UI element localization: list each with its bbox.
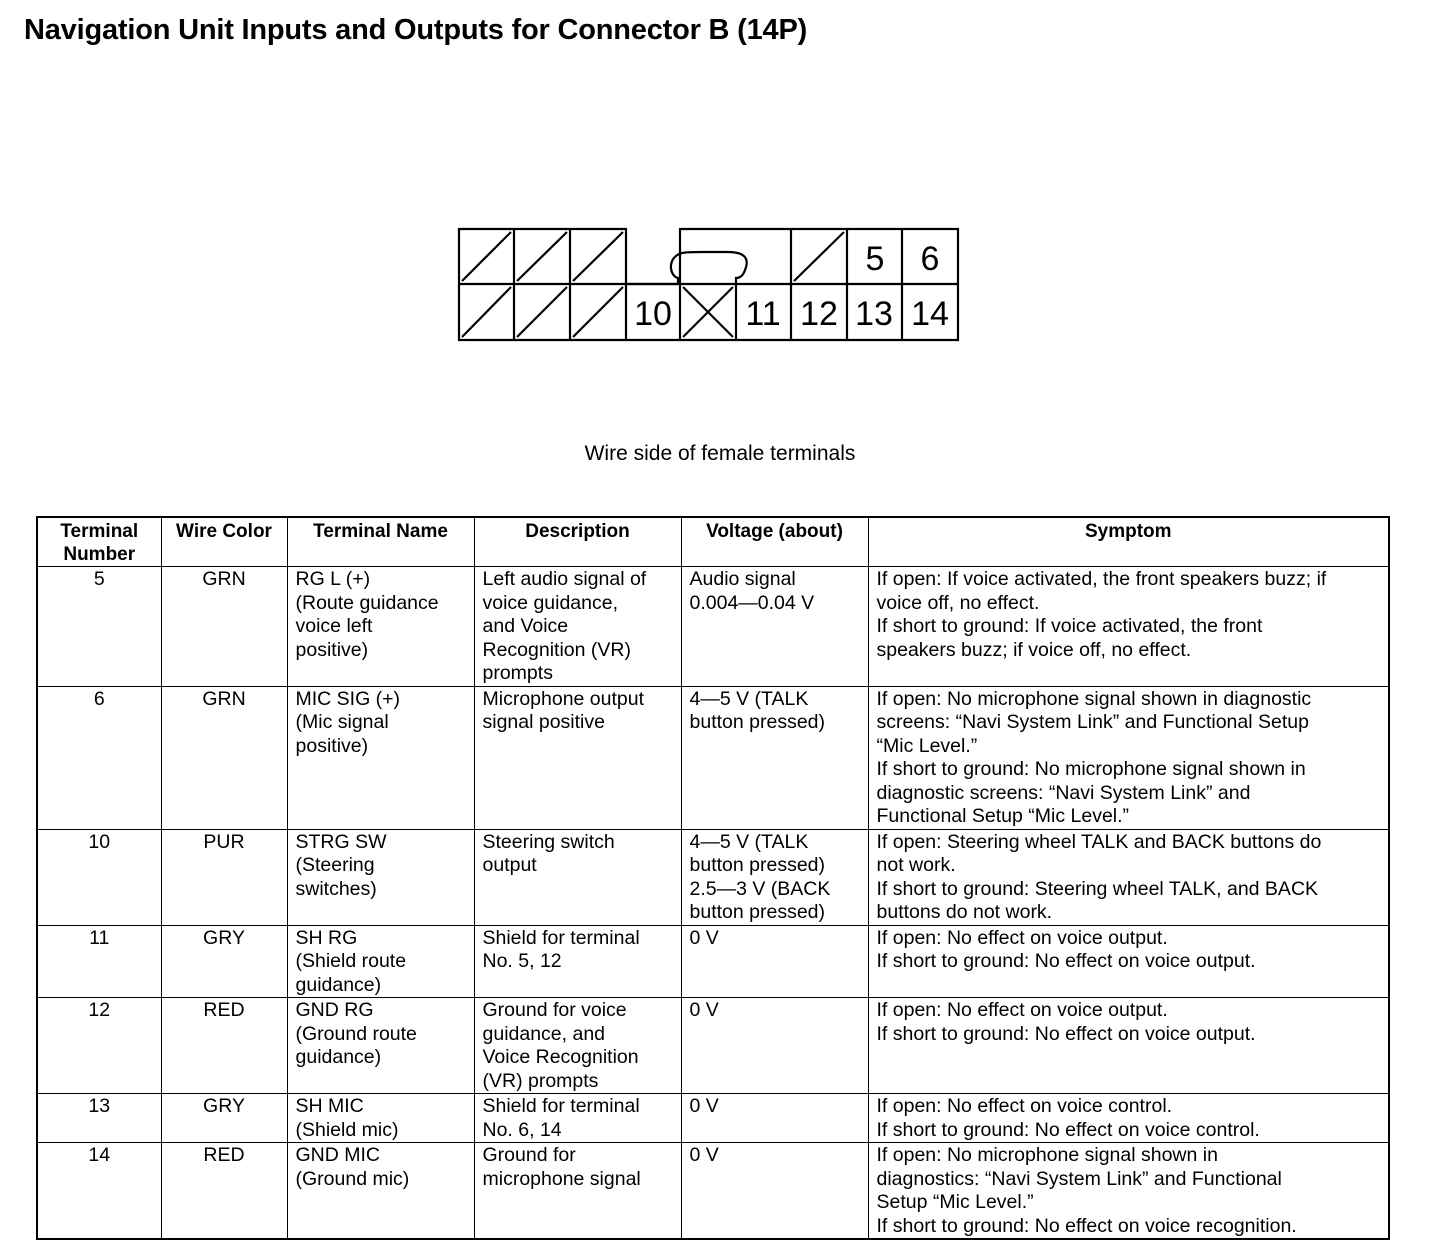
table-row — [37, 1094, 1389, 1143]
symptom-line: If open: No effect on voice output. — [876, 999, 1168, 1021]
terminal-number-cell: 13 — [37, 1094, 161, 1143]
symptom-cell — [868, 925, 1389, 998]
voltage-cell — [681, 998, 868, 1094]
voltage-line: 4—5 V (TALK — [689, 830, 809, 853]
description-line: (VR) prompts — [482, 1069, 599, 1092]
terminal-name-cell — [287, 686, 474, 829]
symptom-line: buttons do not work. — [876, 901, 1053, 923]
terminal-name-cell — [287, 925, 474, 998]
description-line: output — [482, 854, 537, 876]
description-line: microphone signal — [482, 1167, 641, 1190]
header-description: Description — [474, 517, 681, 567]
symptom-line: screens: “Navi System Link” and Functional Setup — [876, 711, 1309, 733]
symptom-line: “Mic Level.” — [876, 734, 978, 757]
table-row — [37, 686, 1389, 829]
description-cell — [474, 567, 681, 687]
pin-label: 10 — [634, 295, 672, 333]
voltage-line: button pressed) — [689, 901, 826, 923]
header-wire-color: Wire Color — [161, 517, 287, 567]
terminal-name-line: voice left — [295, 615, 373, 637]
symptom-line: If short to ground: No microphone signal shown in — [876, 758, 1306, 780]
voltage-line: 4—5 V (TALK — [689, 687, 809, 710]
symptom-cell — [868, 567, 1389, 687]
voltage-line: 0 V — [689, 1144, 719, 1166]
header-terminal-number: Terminal Number — [37, 517, 161, 567]
description-line: prompts — [482, 662, 553, 684]
terminal-number-cell: 6 — [37, 686, 161, 829]
voltage-line: Audio signal — [689, 568, 796, 590]
terminal-number-cell: 12 — [37, 998, 161, 1094]
connector-latch — [671, 252, 747, 284]
description-cell — [474, 998, 681, 1094]
pin-label: 12 — [800, 295, 838, 333]
wire-color-cell: GRN — [161, 686, 287, 829]
symptom-line: If open: No microphone signal shown in diagnostic — [876, 687, 1312, 710]
description-line: Ground for — [482, 1144, 576, 1166]
voltage-cell — [681, 925, 868, 998]
terminal-name-cell — [287, 829, 474, 925]
wire-color-cell: RED — [161, 998, 287, 1094]
terminal-number-cell: 10 — [37, 829, 161, 925]
terminal-name-line: positive) — [295, 638, 369, 661]
description-line: No. 6, 14 — [482, 1118, 562, 1141]
wire-color-cell: PUR — [161, 829, 287, 925]
description-line: Voice Recognition — [482, 1046, 639, 1068]
symptom-cell — [868, 1143, 1389, 1240]
description-line: Left audio signal of — [482, 568, 647, 590]
pin-label: 13 — [855, 295, 893, 333]
table-row — [37, 829, 1389, 925]
description-line: Steering switch — [482, 830, 615, 853]
header-voltage: Voltage (about) — [681, 517, 868, 567]
connector-caption: Wire side of female terminals — [584, 442, 856, 465]
description-line: Shield for terminal — [482, 926, 640, 949]
voltage-line: button pressed) — [689, 854, 826, 876]
symptom-line: diagnostics: “Navi System Link” and Functional — [876, 1167, 1282, 1190]
symptom-line: If short to ground: Steering wheel TALK, and BACK — [876, 877, 1319, 900]
voltage-cell — [681, 567, 868, 687]
symptom-line: If short to ground: No effect on voice output. — [876, 950, 1256, 972]
description-cell — [474, 686, 681, 829]
symptom-line: speakers buzz; if voice off, no effect. — [876, 638, 1192, 661]
wire-color-cell: GRY — [161, 1094, 287, 1143]
description-cell — [474, 829, 681, 925]
header-symptom: Symptom — [868, 517, 1389, 567]
description-line: and Voice — [482, 615, 569, 637]
terminal-name-line: switches) — [295, 877, 377, 900]
voltage-line: 2.5—3 V (BACK — [689, 877, 831, 900]
table-header-row — [37, 517, 1389, 567]
terminal-name-line: (Shield mic) — [295, 1118, 399, 1141]
voltage-line: 0 V — [689, 1095, 719, 1117]
symptom-line: If open: No effect on voice output. — [876, 926, 1168, 949]
description-line: Shield for terminal — [482, 1095, 640, 1117]
terminal-name-line: GND RG — [295, 999, 374, 1021]
symptom-line: not work. — [876, 854, 956, 876]
voltage-cell — [681, 829, 868, 925]
pin-label: 5 — [865, 240, 885, 278]
symptom-line: If open: If voice activated, the front speakers buzz; if — [876, 568, 1327, 590]
io-table — [36, 516, 1390, 1240]
terminal-name-line: guidance) — [295, 1046, 382, 1068]
terminal-name-line: (Mic signal — [295, 711, 389, 733]
voltage-line: button pressed) — [689, 711, 826, 733]
description-line: Recognition (VR) — [482, 638, 631, 661]
symptom-line: If open: No microphone signal shown in — [876, 1144, 1218, 1166]
symptom-line: If open: Steering wheel TALK and BACK buttons do — [876, 830, 1322, 853]
symptom-line: Functional Setup “Mic Level.” — [876, 805, 1130, 827]
description-cell — [474, 1094, 681, 1143]
terminal-name-cell — [287, 998, 474, 1094]
pin-label: 11 — [745, 295, 781, 333]
terminal-name-line: (Ground mic) — [295, 1167, 410, 1190]
symptom-line: voice off, no effect. — [876, 591, 1040, 614]
description-line: No. 5, 12 — [482, 950, 562, 972]
voltage-cell — [681, 1143, 868, 1240]
terminal-name-line: (Steering — [295, 854, 375, 876]
empty-cavity-mark — [573, 232, 623, 281]
symptom-cell — [868, 686, 1389, 829]
empty-cavity-mark — [517, 287, 567, 337]
description-line: voice guidance, — [482, 591, 619, 614]
table-row — [37, 567, 1389, 687]
wire-color-cell: RED — [161, 1143, 287, 1240]
terminal-number-cell: 11 — [37, 925, 161, 998]
terminal-name-line: SH MIC — [295, 1095, 364, 1117]
page-title: Navigation Unit Inputs and Outputs for Connector B (14P) — [24, 14, 808, 46]
wire-color-cell: GRN — [161, 567, 287, 687]
symptom-line: If short to ground: No effect on voice output. — [876, 1022, 1256, 1045]
terminal-name-cell — [287, 567, 474, 687]
description-line: signal positive — [482, 711, 605, 733]
terminal-number-cell: 5 — [37, 567, 161, 687]
terminal-name-line: GND MIC — [295, 1144, 380, 1166]
symptom-line: If short to ground: No effect on voice control. — [876, 1118, 1260, 1141]
pin-label: 6 — [920, 240, 940, 278]
terminal-name-line: (Shield route — [295, 950, 407, 972]
terminal-name-line: (Route guidance — [295, 591, 439, 614]
voltage-line: 0.004—0.04 V — [689, 591, 815, 614]
voltage-cell — [681, 1094, 868, 1143]
voltage-cell — [681, 686, 868, 829]
description-line: Ground for voice — [482, 999, 627, 1021]
symptom-cell — [868, 998, 1389, 1094]
symptom-cell — [868, 829, 1389, 925]
terminal-name-line: SH RG — [295, 926, 358, 949]
symptom-line: Setup “Mic Level.” — [876, 1191, 1034, 1213]
terminal-number-cell: 14 — [37, 1143, 161, 1240]
description-cell — [474, 925, 681, 998]
table-row — [37, 1143, 1389, 1240]
empty-cavity-mark — [462, 232, 511, 281]
symptom-line: If open: No effect on voice control. — [876, 1095, 1173, 1117]
voltage-line: 0 V — [689, 926, 719, 949]
terminal-name-line: (Ground route — [295, 1022, 417, 1045]
symptom-line: diagnostic screens: “Navi System Link” and — [876, 781, 1251, 804]
header-terminal-name: Terminal Name — [287, 517, 474, 567]
empty-cavity-mark — [794, 232, 844, 281]
symptom-line: If short to ground: No effect on voice recognition. — [876, 1214, 1297, 1237]
symptom-line: If short to ground: If voice activated, the front — [876, 615, 1263, 637]
description-cell — [474, 1143, 681, 1240]
terminal-name-cell — [287, 1094, 474, 1143]
terminal-name-line: MIC SIG (+) — [295, 687, 401, 710]
symptom-cell — [868, 1094, 1389, 1143]
terminal-name-line: RG L (+) — [295, 568, 371, 590]
terminal-name-cell — [287, 1143, 474, 1240]
empty-cavity-mark — [517, 232, 567, 281]
wire-color-cell: GRY — [161, 925, 287, 998]
pin-label: 14 — [911, 295, 949, 333]
voltage-line: 0 V — [689, 999, 719, 1021]
description-line: guidance, and — [482, 1022, 606, 1045]
empty-cavity-mark — [462, 287, 511, 337]
connector-diagram — [456, 226, 962, 344]
table-row — [37, 925, 1389, 998]
terminal-name-line: positive) — [295, 734, 369, 757]
terminal-name-line: STRG SW — [295, 830, 387, 853]
description-line: Microphone output — [482, 687, 645, 710]
table-row — [37, 998, 1389, 1094]
terminal-name-line: guidance) — [295, 973, 382, 996]
empty-cavity-mark — [573, 287, 623, 337]
